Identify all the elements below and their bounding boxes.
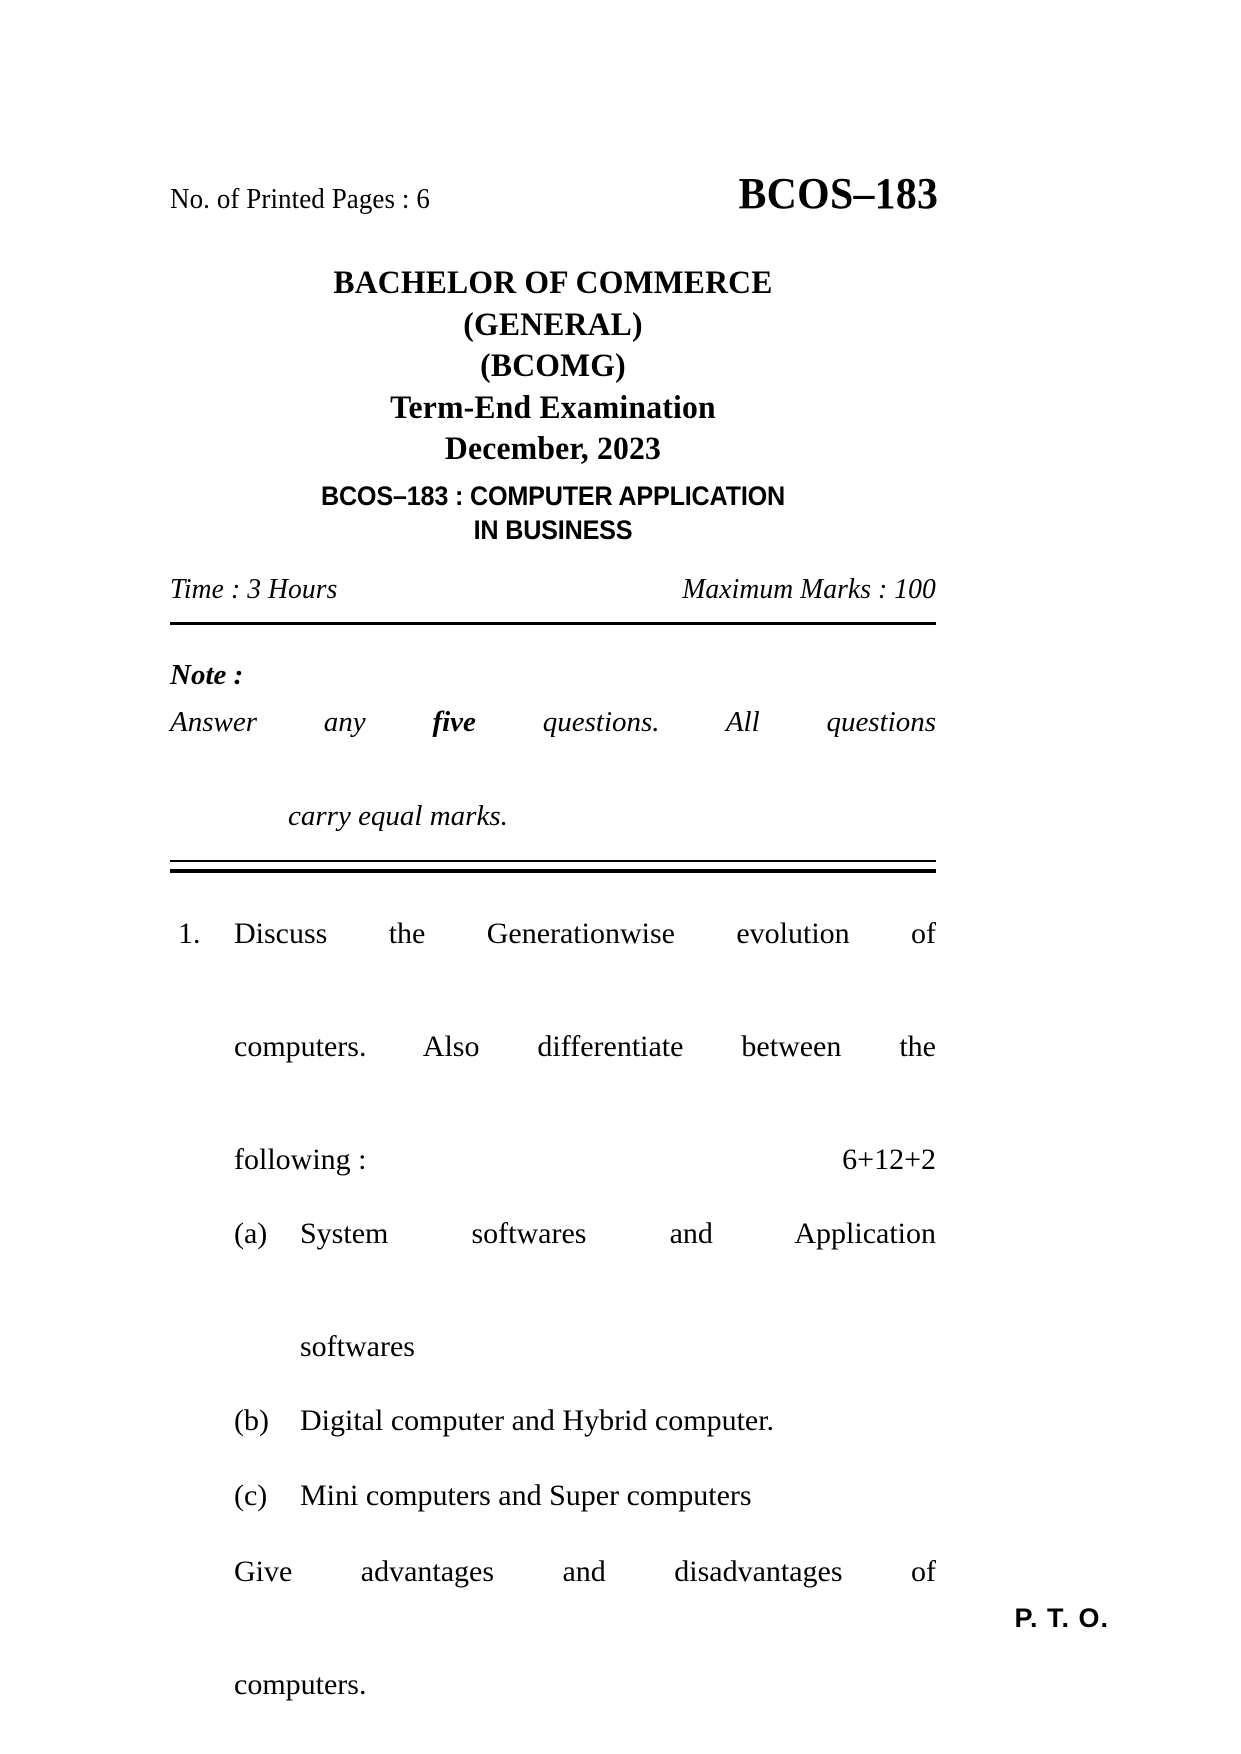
printed-pages-label: No. of Printed Pages : 6 <box>170 183 430 215</box>
question-1-line3-row <box>170 1132 936 1188</box>
question-1-closing-line2: computers. <box>234 1667 367 1701</box>
note-block <box>170 652 936 840</box>
question-1-line1: Discuss the Generationwise evolution of <box>234 917 936 951</box>
programme-title-line2: (GENERAL) <box>463 306 643 343</box>
sub-item-c-line1: Mini computers and Super computers <box>300 1478 752 1512</box>
page-content <box>170 0 936 1713</box>
note-divider <box>170 860 936 873</box>
sub-item-c-label: (c) <box>234 1478 268 1512</box>
exam-duration: Time : 3 Hours <box>170 573 338 606</box>
exam-info-row <box>170 573 936 606</box>
sub-item-a-label: (a) <box>234 1217 268 1250</box>
sub-item-b-line1: Digital computer and Hybrid computer. <box>300 1404 775 1438</box>
sub-item-b-label: (b) <box>234 1404 269 1438</box>
programme-code: (BCOMG) <box>480 348 626 385</box>
note-label: Note : <box>170 659 244 692</box>
note-text-line2: carry equal marks. <box>288 800 508 833</box>
page-turn-over-label: P. T. O. <box>1014 1603 1109 1633</box>
note-text-part1: Answer any <box>170 706 366 739</box>
question-1-sub-b <box>170 1393 936 1449</box>
header-divider <box>170 622 936 625</box>
question-1-number: 1. <box>178 917 201 951</box>
programme-title-line1: BACHELOR OF COMMERCE <box>333 265 773 301</box>
question-1-closing-line1: Give advantages and disadvantages of <box>234 1554 936 1588</box>
question-1-sub-c <box>170 1468 936 1524</box>
sub-item-a-line2: softwares <box>300 1329 415 1363</box>
question-1 <box>170 906 936 1713</box>
subject-title-line2: IN BUSINESS <box>473 514 633 545</box>
maximum-marks: Maximum Marks : 100 <box>682 573 936 606</box>
note-text-part2: questions. All questions <box>542 706 936 739</box>
question-1-closing <box>170 1544 936 1713</box>
course-code: BCOS–183 <box>738 169 938 218</box>
exam-type: Term-End Examination <box>390 389 716 426</box>
question-1-marks: 6+12+2 <box>842 1142 936 1176</box>
question-1-line3: following : <box>234 1142 367 1176</box>
subject-title-line1: BCOS–183 : COMPUTER APPLICATION <box>320 480 786 511</box>
question-1-sub-a <box>170 1206 936 1375</box>
note-emphasis: five <box>432 706 476 739</box>
question-1-text <box>170 906 936 1132</box>
page-header <box>170 0 936 219</box>
title-block <box>170 263 936 547</box>
question-1-line2: computers. Also differentiate between the <box>234 1029 936 1063</box>
sub-item-a-line1: System softwares and Application <box>300 1217 936 1250</box>
exam-session: December, 2023 <box>444 431 662 468</box>
